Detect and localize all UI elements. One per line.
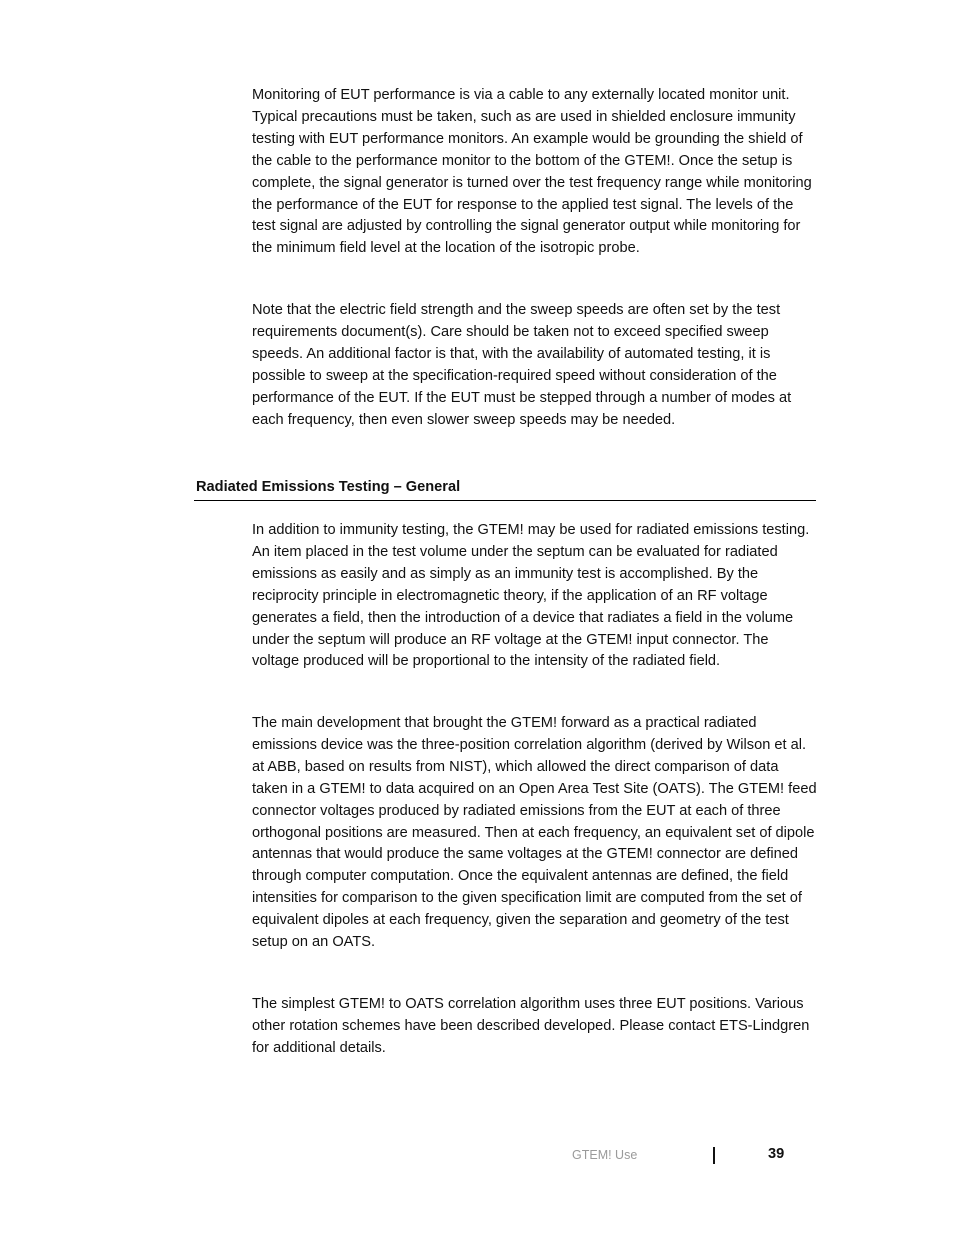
body-paragraph-sweep-speeds: Note that the electric field strength and the sweep speeds are often set by the test requirements document(s). Care should be taken not to exceed specified sweep speeds. An additional factor is that, with the availability of automated testing, it is possible to sweep at the specification-required speed without consideration of the performance of the EUT. If the EUT must be stepped through a number of modes at each frequency, then even slower sweep speeds may be needed. xyxy=(252,302,792,428)
section-paragraph-emissions-intro: In addition to immunity testing, the GTEM! may be used for radiated emissions testing. An item placed in the test volume under the septum can be evaluated for radiated emissions as easily and as simply as an immunity test is accomplished. By the reciprocity principle in electromagnetic theory, if the application of an RF voltage generates a field, then the introduction of a device that radiates a field in the volume under the septum will produce an RF voltage at the GTEM! input connector. The voltage produced will be proportional to the intensity of the radiated field. xyxy=(252,522,810,670)
footer-section-label: GTEM! Use xyxy=(572,1148,638,1162)
section-divider xyxy=(194,500,816,501)
footer-separator xyxy=(713,1147,715,1164)
body-paragraph-monitoring: Monitoring of EUT performance is via a cable to any externally located monitor unit. Typical precautions must be taken, such as are used in shielded enclosure immunity testing with EUT performance monitors. An example would be grounding the shield of the cable to the performance monitor to the bottom of the GTEM!. Once the setup is complete, the signal generator is turned over the test frequency range while monitoring the performance of the EUT for response to the applied test signal. The levels of the test signal are adjusted by controlling the signal generator output while monitoring for the minimum field level at the location of the isotropic probe. xyxy=(252,87,812,257)
section-heading: Radiated Emissions Testing – General xyxy=(196,479,461,495)
section-paragraph-rotation-schemes: The simplest GTEM! to OATS correlation algorithm uses three EUT positions. Various other rotation schemes have been described developed. Please contact ETS-Lindgren for additional details. xyxy=(252,996,810,1056)
page-number: 39 xyxy=(768,1146,785,1162)
section-paragraph-correlation-algorithm: The main development that brought the GTEM! forward as a practical radiated emissions device was the three-position correlation algorithm (derived by Wilson et al. at ABB, based on results from NIST), which allowed the direct comparison of data taken in a GTEM! to data acquired on an Open Area Test Site (OATS). The GTEM! feed connector voltages produced by radiated emissions from the EUT at each of three orthogonal positions are measured. Then at each frequency, an equivalent set of dipole antennas that would produce the same voltages at the GTEM! connector are defined through computer computation. Once the equivalent antennas are defined, the field intensities for comparison to the given specification limit are computed from the set of equivalent dipoles at each frequency, given the separation and geometry of the test setup on an OATS. xyxy=(252,715,817,951)
